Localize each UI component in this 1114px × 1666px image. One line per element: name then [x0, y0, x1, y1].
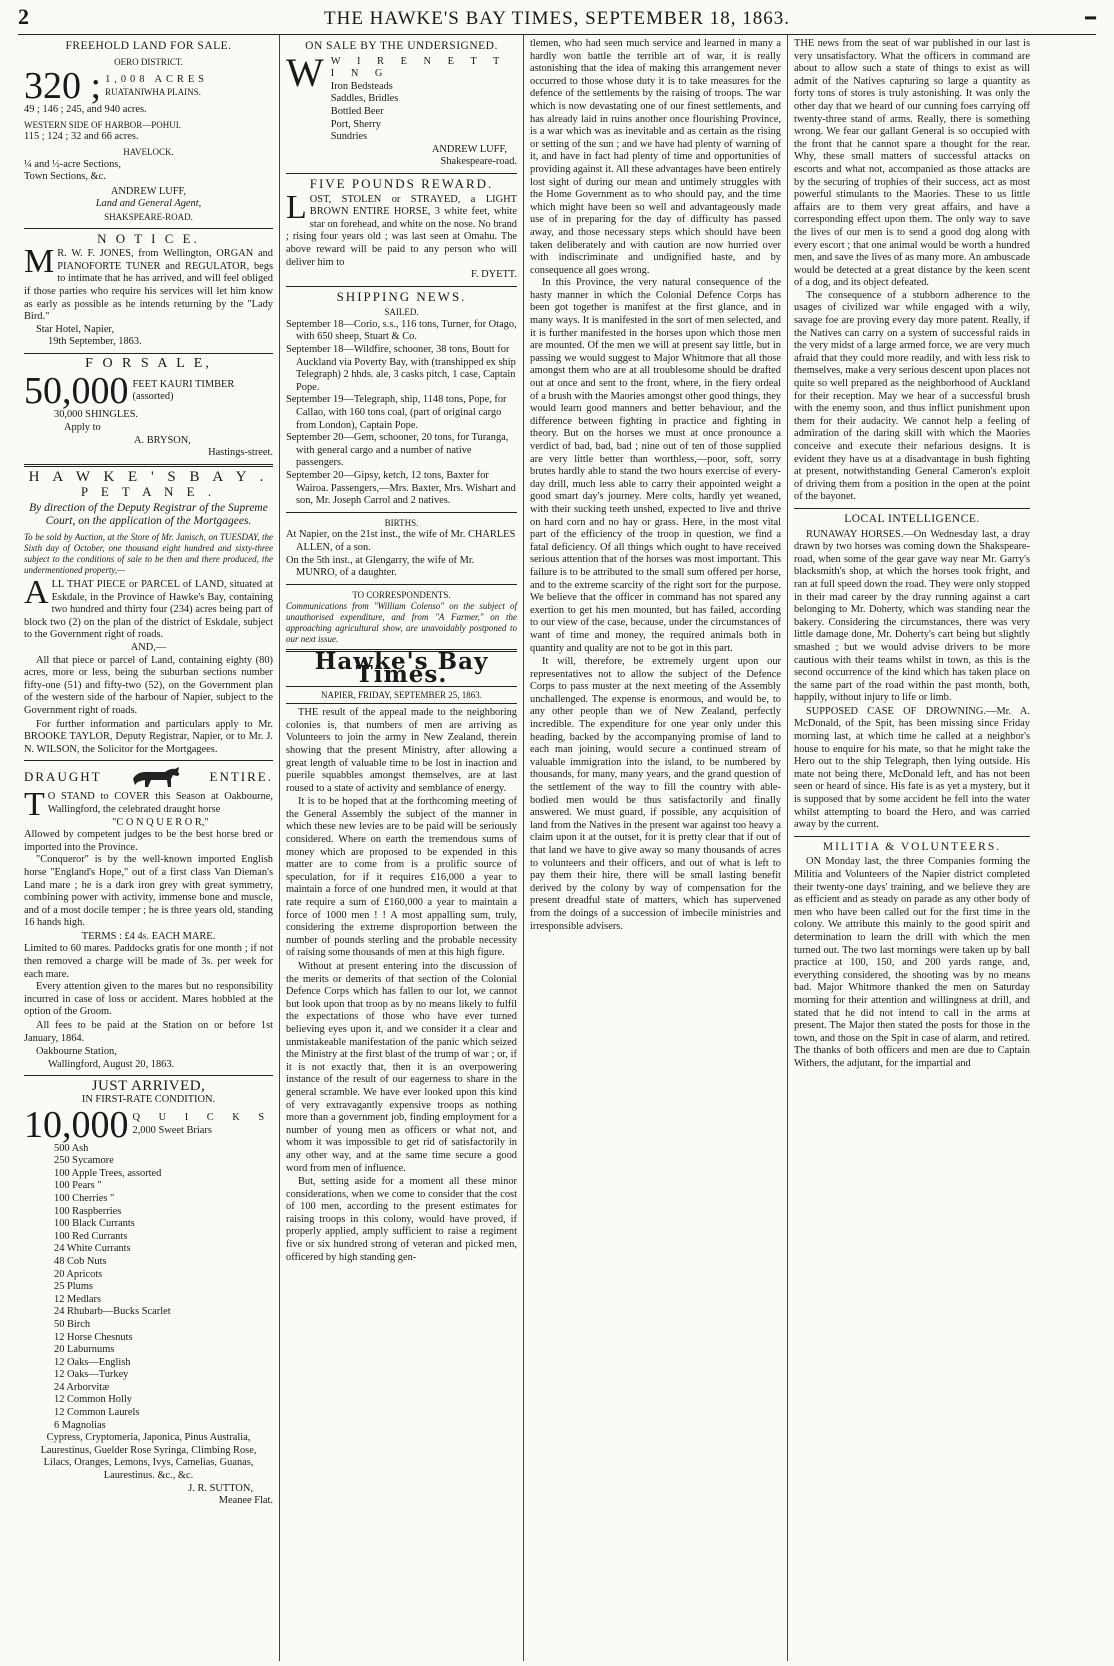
local-1-heading: RUNAWAY HORSES. [806, 528, 904, 540]
draught-body-2: Allowed by competent judges to be the best horse bred or imported into the Province. [24, 829, 273, 853]
big-number-50000: 50,000 [24, 370, 129, 413]
dyett-name: F. DYETT. [470, 269, 517, 281]
births-heading: BIRTHS. [384, 517, 419, 528]
editorial-p4: But, setting aside for a moment all these minor considerations, when we come to consider that the cost of 100 men, according to the present estimates for raising troops in this colony, would have proved, if properly applied, amply sufficient to raise a regiment five or six hundred strong of veteran and picked men, officered by high standing gen- [286, 1176, 517, 1263]
nursery-item: 100 Apple Trees, assorted [54, 1167, 162, 1179]
editorial-cont-p3: It will, therefore, be extremely urgent upon our representatives not to allow the subject of the Defence Corps to pass muster at the next meeting of the Assembly unchallenged. The expense is enormous, and would be, to any other people than we of New Zealand, perfectly incredible. The expenditure for one year only under this heading, backed by the accompanying promise of land to each man joining, would secure a continued stream of valuable immigration into the island, to be numbered by thousands, for many, many years, and the grand question of the settlement of the way to fill the country with able-bodied men would be thus satisfactorily and finally answered. We must guard, if possible, any acquisition of land from the Natives in the present war against too heavy a claim upon it at the outset, for it is pretty clear that if out of that land we have to give away so many thousands of acres to volunteers and their officers, and out of what is left to pay them their hire, there will be small lasting benefit derived by the colony by way of compensation for the present dreadful state of matters, which has supervened from the doings of a succession of imbecile ministries and irresponsible advisers. [530, 656, 781, 932]
nursery-item: 48 Cob Nuts [54, 1255, 107, 1267]
reward-body: OST, STOLEN or STRAYED, a LIGHT BROWN ENTIRE HORSE, 3 white feet, white star on forehead, and white on the nose. No brand ; rising four years old ; was last seen at Omahu. The above reward will be paid to any person who will deliver him to [286, 193, 517, 268]
freehold-heading: FREEHOLD LAND FOR SALE. [65, 40, 232, 52]
dropcap-w: W [286, 49, 324, 95]
wire-title: W I R E N E T T I N G [330, 55, 507, 80]
notice-date: 19th September, 1863. [48, 336, 142, 348]
bryson-name: A. BRYSON, [134, 434, 191, 446]
nursery-item: 100 Pears " [54, 1180, 102, 1192]
petane-auction: To be sold by Auction, at the Store of Mr. Janisch, on TUESDAY, the Sixth day of October, one thousand eight hundred and sixty-three subject to the conditions of sale to be then and there produced, the undermentioned property,— [24, 532, 273, 576]
lots-1: 49 ; 146 ; 245, and 940 acres. [24, 104, 147, 116]
town-sections: Town Sections, &c. [24, 171, 106, 183]
nursery-item: 12 Oaks—English [54, 1356, 131, 1368]
nursery-item: 20 Apricots [54, 1268, 103, 1280]
dateline: NAPIER, FRIDAY, SEPTEMBER 25, 1863. [286, 686, 517, 705]
nursery-item: 12 Common Laurels [54, 1407, 140, 1419]
war-news-p1: THE news from the seat of war published in our last is very unsatisfactory. What the officers in command are about to allow such a state of things to exist as will admit of the Natives capturing so large a quantity as forty tons of stores is truly astonishing. It was only the other day that we heard of our cunning foes carrying off twenty-three stand of arms. Really, there is something wrong. We fear our gallant General is so occupied with the front that he cannot spare a thought for the rear. Why, these small matters of successful attacks on escorts and what not, accompanied as those attacks are by the securing of trophies of their success, act as most powerful stimulants to the Maories. These to us little affairs are to them very great affairs, and have a corresponding effect upon them. The only way to save the lives of our men is to send a good dog along with every escort ; that one animal would be worth a hundred men, and save the lives of as many more. An ambuscade would be detected at a great distance by the keen scent of a dog, and its object defeated. [794, 38, 1030, 289]
sutton-place: Meanee Flat. [218, 1495, 273, 1507]
sutton-name: J. R. SUTTON, [188, 1482, 253, 1494]
nursery-item: 24 Rhubarb—Bucks Scarlet [54, 1306, 171, 1318]
petane-body-1: LL THAT PIECE or PARCEL of LAND, situated at Eskdale, in the Province of Hawke's Bay, containing two hundred and thirty four (234) acres being part of block two (2) on the plan of the district of Eskdale, subject to the Government right of roads. [24, 579, 273, 641]
notice-heading: N O T I C E. [97, 230, 200, 246]
bryson-street: Hastings-street. [208, 447, 273, 459]
dropcap-t: T [24, 786, 45, 824]
paper-title: Hawke's Bay Times. [314, 648, 489, 688]
page-number: 2 [18, 4, 29, 29]
western-side: WESTERN SIDE OF HARBOR—POHUI. [24, 119, 182, 130]
petane-heading: H A W K E ' S B A Y . [28, 468, 269, 485]
correspondents-heading: TO CORRESPONDENTS. [352, 589, 451, 600]
big-number-320: 320 ; [24, 65, 102, 108]
draught-body-3: "Conqueror" is by the well-known imported English horse "England's Hope," out of a first class Van Dieman's Land mare ; he is a dark iron grey with great symmetry, combining power with activity, immense bone and muscle, and of a most docile temper ; he is three years old, standing 16 hands high. [24, 854, 273, 929]
dropcap-l: L [286, 188, 307, 226]
draught-body-5: Every attention given to the mares but no responsibility incurred in case of loss or accident. Mares hobbled at the option of the Groom. [24, 981, 273, 1018]
arrived-tail: Cypress, Cryptomeria, Japonica, Pinus Australia, Laurestinus, Guelder Rose Syringa, Climbing Rose, Lilacs, Oranges, Lemons, Ivys, Camelias, Guanas, Laurestinus. &c., &c. [40, 1432, 257, 1482]
horse-icon [127, 765, 185, 789]
draught-body-6: All fees to be paid at the Station on or before 1st January, 1864. [24, 1020, 273, 1044]
notice-body: R. W. F. JONES, from Wellington, ORGAN and PIANOFORTE TUNER and REGULATOR, begs to intimate that he has arrived, and will feel obliged if those parties who require his services will let him know as early as possible as he intends returning by the "Lady Bird." [24, 248, 273, 323]
arrived-heading: JUST ARRIVED, [91, 1078, 206, 1095]
wire-item: Sundries [330, 131, 368, 143]
petane-and: AND,— [130, 642, 167, 653]
local-2-body: —Mr. A. McDonald, of the Spit, has been missing since Friday morning last, at which time he called at a neighbor's house to enquire for his mate, so that he might take the Hero out to the ship Telegraph, then lying outside. His mate not being there, McDonald left, and has not been seen or heard of since. His fate is as yet a mystery, but it is supposed that by some accident he fell into the water whilst attempting to board the Hero, and was carried away by the current. [794, 705, 1030, 831]
notice-address: Star Hotel, Napier, [36, 323, 115, 335]
sale-heading: F O R S A L E, [85, 355, 212, 371]
sale-item: FEET KAURI TIMBER (assorted) [132, 378, 235, 403]
nursery-item: 12 Oaks—Turkey [54, 1369, 129, 1381]
nursery-item: 500 Ash [54, 1142, 89, 1154]
shipping-entry: September 18—Wildfire, schooner, 38 tons, Boutt for Auckland via Poverty Bay, with (transhipped ex ship Telegraph) 2 hhds. ale, 3 casks pitch, 1 case, Captain Pope. [286, 344, 516, 393]
wire-item: Iron Bedsteads [330, 80, 393, 92]
editorial-p1: THE result of the appeal made to the neighboring colonies is, that numbers of men are arriving as Volunteers to join the army in New Zealand, therein showing that the present Ministry, after allowing a great length of valuable time to be lost in inaction and puerile squabbles amongst themselves, are at last roused to a state of activity and semblance of energy. [286, 707, 517, 794]
nursery-item: 100 Cherries " [54, 1192, 115, 1204]
column-4 [788, 35, 1036, 1661]
havelock: HAVELOCK. [123, 146, 174, 157]
wire-items [331, 81, 517, 144]
nursery-item: 24 White Currants [54, 1243, 131, 1255]
agent-name: ANDREW LUFF, [110, 185, 187, 197]
quicks: Q U I C K S [132, 1112, 273, 1123]
lots-2: 115 ; 124 ; 32 and 66 acres. [24, 131, 139, 143]
masthead [18, 4, 1096, 35]
dropcap-m: M [24, 243, 55, 281]
petane-body-2: All that piece or parcel of Land, containing eighty (80) acres, more or less, being the suburban sections number fifty-one (51) and fifty-two (52), on the Government plan of the western side of the harbour of Napier, subject to the Government right of roads. [24, 654, 273, 716]
militia-body: ON Monday last, the three Companies forming the Militia and Volunteers of the Napier district completed their twenty-one days' training, and we believe they are as efficient and as steady on parade as any other body of men who have been called out for the first time in the colony. We attribute this mainly to the good spirit and determination to learn the drill with which the men turned out. The two last mornings were taken up by ball practice at 100, 150, and 200 yards range, and, everything considered, the shooting was by no means bad. Major Whitmore thanked the men on Saturday morning for their attention and willingness at drill, and stated that he did not intend to call in the arms at present. The Major then stated the posts for those in the town, and those on the Spit in case of alarm, and retired. The thanks of both officers and men are due to Captain Withers, the adjutant, for the impartial and [794, 856, 1030, 1069]
nursery-item: 25 Plums [54, 1281, 93, 1293]
agent-address: SHAKSPEARE-ROAD. [104, 211, 193, 222]
big-number-10000: 10,000 [24, 1103, 129, 1146]
draught-body-1: O STAND to COVER this Season at Oakbourne, Wallingford, the celebrated draught horse [47, 791, 273, 815]
nursery-item: 50 Birch [54, 1318, 91, 1330]
column-3 [524, 35, 788, 1661]
nursery-item: 12 Horse Chesnuts [54, 1331, 133, 1343]
editorial-cont-p1: tlemen, who had seen much service and learned in many a hardly won battle the terrible art of war, it is really astonishing that the idea of making this arrangement never occurred to those whose duty it is to take measures for the defence of the settlements by the raising of troops. The war which is now devastating one of our finest settlements, and has already laid in ruins another once flourishing Province, is a war which was as inevitable and as certain as the rising or setting of the sun ; and we have had plenty of warning of it, and have in fact had plenty of time and opportunities of providing against it. All these advantages have been entirely lost sight of during our mean and untimely struggles with the Home Government as to who should pay, and the time which might have been so well and advantageously made use of in preparing for the day of difficulty has passed away, and those necessary steps which should have been taken deliberately and with caution are now hurried over with indiscriminate and undignified haste, and by consequence all goes wrong. [530, 38, 781, 276]
editorial-cont-p2: In this Province, the very natural consequence of the hasty manner in which the Colonial Defence Corps has been got together is manifest at the first glance, and in many ways. It is manifested in the sort of men selected, and it is further manifested in the horses upon which those men are mounted. Of the men we will at present say little, but in passing we would suggest to Major Whitmore that all those amongst them who are at all troublesome should be drafted out at once and sent to the front, where, in the fiery ordeal of a brush with the Maories amongst other good things, they would learn good manners and better behaviour, and the difference between fighting in practice and fighting in theory. But on the horses we must at once pronounce a verdict of bad, bad, bad ; nine out of ten of those supplied are very little better than worthless,—poor, soft, sorry brutes hardly able to stand the two hours exercise of every-day drill, much less able to carry their appointed weight a good smart day's journey. Mere colts, hardly yet weaned, with their sucking teeth unshed, expected to live and thrive on hard corn and no hay or grass. Here, in the most vital part of the efficiency of the troop in question, we find a fatal deficiency. Of all things which ought to have received serious attention that of the horses was most important. This failure is to be attributed to the small sum offered per horse, and to the extreme scarcity of the right sort for the purpose. We believe that the officer in command has not spared any exertion to get his men mounted, but has failed, according to our view of the case, because, under the circumstances of want of time and money, the required animals both in quantity and quality are not to be got in this part. [530, 277, 781, 654]
ornament-icon: ━ [1085, 8, 1096, 28]
nursery-item: 100 Black Currants [54, 1218, 135, 1230]
acres-line: 1,008 ACRES [105, 73, 208, 85]
correspondents-note: Communications from "William Colenso" on the subject of unauthorised expenditure, and from "A Farmer," on the approaching agricultural show, are unavoidably postponed to our next issue. [286, 601, 517, 645]
petane-body-3: For further information and particulars apply to Mr. BROOKE TAYLOR, Deputy Registrar, Napier, or to Mr. J. N. WILSON, the Solicitor for the Mortgagees. [24, 718, 273, 755]
district: OERO DISTRICT. [114, 56, 183, 67]
havelock-lots: ¼ and ½-acre Sections, [24, 158, 121, 170]
petane-direction: By direction of the Deputy Registrar of the Supreme Court, on the application of the Mortgagees. [29, 502, 268, 528]
local-2-heading: SUPPOSED CASE OF DROWNING. [806, 705, 987, 717]
nursery-item: 12 Common Holly [54, 1394, 132, 1406]
shipping-entry: September 18—Corio, s.s., 116 tons, Turner, for Otago, with 650 sheep, Stuart & Co. [286, 318, 517, 343]
wire-item: Port, Sherry [330, 118, 381, 130]
births-list [286, 529, 517, 579]
editorial-p2: It is to be hoped that at the forthcoming meeting of the General Assembly the subject of the manner in which these new levies are to be paid will be seriously considered. Where on earth the tremendous sums of money which are proposed to be expended in this matter are to come from is a prolific source of speculation, for if it requires £16,000 a year to maintain a force of one hundred men, it would at that rate require a sum of £160,000 a year to maintain a force of 1000 men ! ! A most appalling sum, truly, considering the extreme disproportion between the number of pounds sterling and the probable necessity of raising some thousands of men at this high figure. [286, 796, 517, 959]
local-heading: LOCAL INTELLIGENCE. [844, 512, 980, 525]
birth-entry: On the 5th inst., at Glengarry, the wife of Mr. MUNRO, of a daughter. [286, 554, 475, 579]
wire-heading: ON SALE BY THE UNDERSIGNED. [305, 40, 498, 52]
petane-sub: P E T A N E . [80, 484, 217, 500]
shingles: 30,000 SHINGLES. [54, 409, 138, 421]
wire-item: Saddles, Bridles [330, 93, 399, 105]
shipping-entry: September 19—Telegraph, ship, 1148 tons, Pope, for Callao, with 160 tons coal, (part of original cargo from London), Captain Pope. [286, 394, 507, 431]
briars: 2,000 Sweet Briars [132, 1124, 212, 1136]
shipping-entry: September 20—Gem, schooner, 20 tons, for Turanga, with general cargo and a number of native passengers. [286, 432, 509, 469]
arrived-sub: IN FIRST-RATE CONDITION. [81, 1094, 216, 1105]
plains: RUATANIWHA PLAINS. [105, 87, 201, 98]
nursery-item: 100 Raspberries [54, 1205, 122, 1217]
column-2 [280, 35, 524, 1661]
draught-sign-2: Wallingford, August 20, 1863. [48, 1058, 175, 1070]
sailed: SAILED. [384, 307, 419, 318]
draught-heading-left: DRAUGHT [24, 769, 102, 785]
nursery-list [24, 1143, 273, 1433]
apply-to: Apply to [64, 422, 101, 434]
luff-name: ANDREW LUFF, [431, 143, 507, 155]
nursery-item: 100 Red Currants [54, 1230, 128, 1242]
nursery-item: 24 Arborvitæ [54, 1381, 110, 1393]
birth-entry: At Napier, on the 21st inst., the wife of Mr. CHARLES ALLEN, of a son. [286, 529, 516, 553]
column-1 [18, 35, 280, 1661]
dropcap-a: A [24, 574, 49, 612]
shipping-heading: SHIPPING NEWS. [336, 288, 467, 304]
nursery-item: 12 Medlars [54, 1293, 102, 1305]
horse-name: "C O N Q U E R O R," [112, 816, 209, 828]
draught-terms: TERMS : £4 4s. EACH MARE. [81, 930, 216, 942]
draught-sign-1: Oakbourne Station, [36, 1046, 117, 1058]
luff-address: Shakespeare-road. [440, 156, 517, 168]
shipping-list [286, 319, 517, 508]
nursery-item: 250 Sycamore [54, 1155, 114, 1167]
reward-heading: FIVE POUNDS REWARD. [309, 175, 494, 191]
war-news-p2: The consequence of a stubborn adherence to the usages of civilized war while engaged with a wily, savage foe are proving every day more patent. Really, if the Natives can carry on a system of successful raids in the very midst of a large armed force, we are very much afraid that they could more readily, and with less risk to themselves, make a very serious descent upon places not quite so well prepared as the neighborhood of Auckland for their reception. May we hear of a successful brush with the enemy soon, and thus inflict punishment upon them for their audacity. We cannot help a feeling of admiration of the daring skill with which the Maories conceive and execute their nefarious designs. It is evident they have us at a disadvantage in bush fighting at present, notwithstanding General Cameron's exploit of driving them from a position in the open at the point of the bayonet. [794, 289, 1030, 503]
militia-heading: MILITIA & VOLUNTEERS. [822, 840, 1002, 853]
wire-item: Bottled Beer [330, 105, 384, 117]
nursery-item: 6 Magnolias [54, 1419, 106, 1431]
draught-body-4: Limited to 60 mares. Paddocks gratis for one month ; if not then removed a charge will be made of 3s. per week for each mare. [24, 943, 273, 980]
nursery-item: 20 Laburnums [54, 1344, 115, 1356]
editorial-p3: Without at present entering into the discussion of the merits or demerits of that section of the Colonial Defence Corps which has fallen to our lot, we cannot but look upon that troop as by no means likely to fulfil the expectations of those who have ever turned believing eyes upon it, and we consider it a clear and unmistakeable manifestation of the panic which seized the Ministry at the first blast of the trump of war ; or, if it is not exactly that, then it is an overpowering instance of the result of our eagerness to share in the general scramble. We have ever looked upon this kind of very extravagantly expensive troops as nothing more than a government job, finding employment for a number of young men as officers or what not, and whom it was impossible to get rid of satisfactorily in any other way, and at the same time secure a good word from men of influence. [286, 961, 517, 1174]
agent-role: Land and General Agent, [95, 198, 202, 210]
masthead-title: THE HAWKE'S BAY TIMES, SEPTEMBER 18, 1863. [324, 8, 790, 29]
draught-heading-right: ENTIRE. [209, 769, 273, 785]
local-1-body: —On Wednesday last, a dray drawn by two horses was coming down the Shakspeare-road, when some of the gear gave way near Mr. Garry's blacksmith's shop, at which the horses took fright, and ran at full speed down the road. They were only stopped in their mad career by the dray running against a cart belonging to Mr. Doherty, which was standing near the bakery. Considering the circumstances, there was very little damage done, Mr. Doherty's cart being but slightly smashed ; but we would advise drivers to be more cautious with their teams whilst in town, as this is the second occurrence of the kind which has taken place on the same part of the road within the past month, both, happily, without injury to life or limb. [794, 528, 1031, 704]
shipping-entry: September 20—Gipsy, ketch, 12 tons, Baxter for Wairoa. Passengers,—Mrs. Baxter, Mrs. Wishart and son, Mr. Joseph Carrol and 2 natives. [286, 470, 516, 507]
